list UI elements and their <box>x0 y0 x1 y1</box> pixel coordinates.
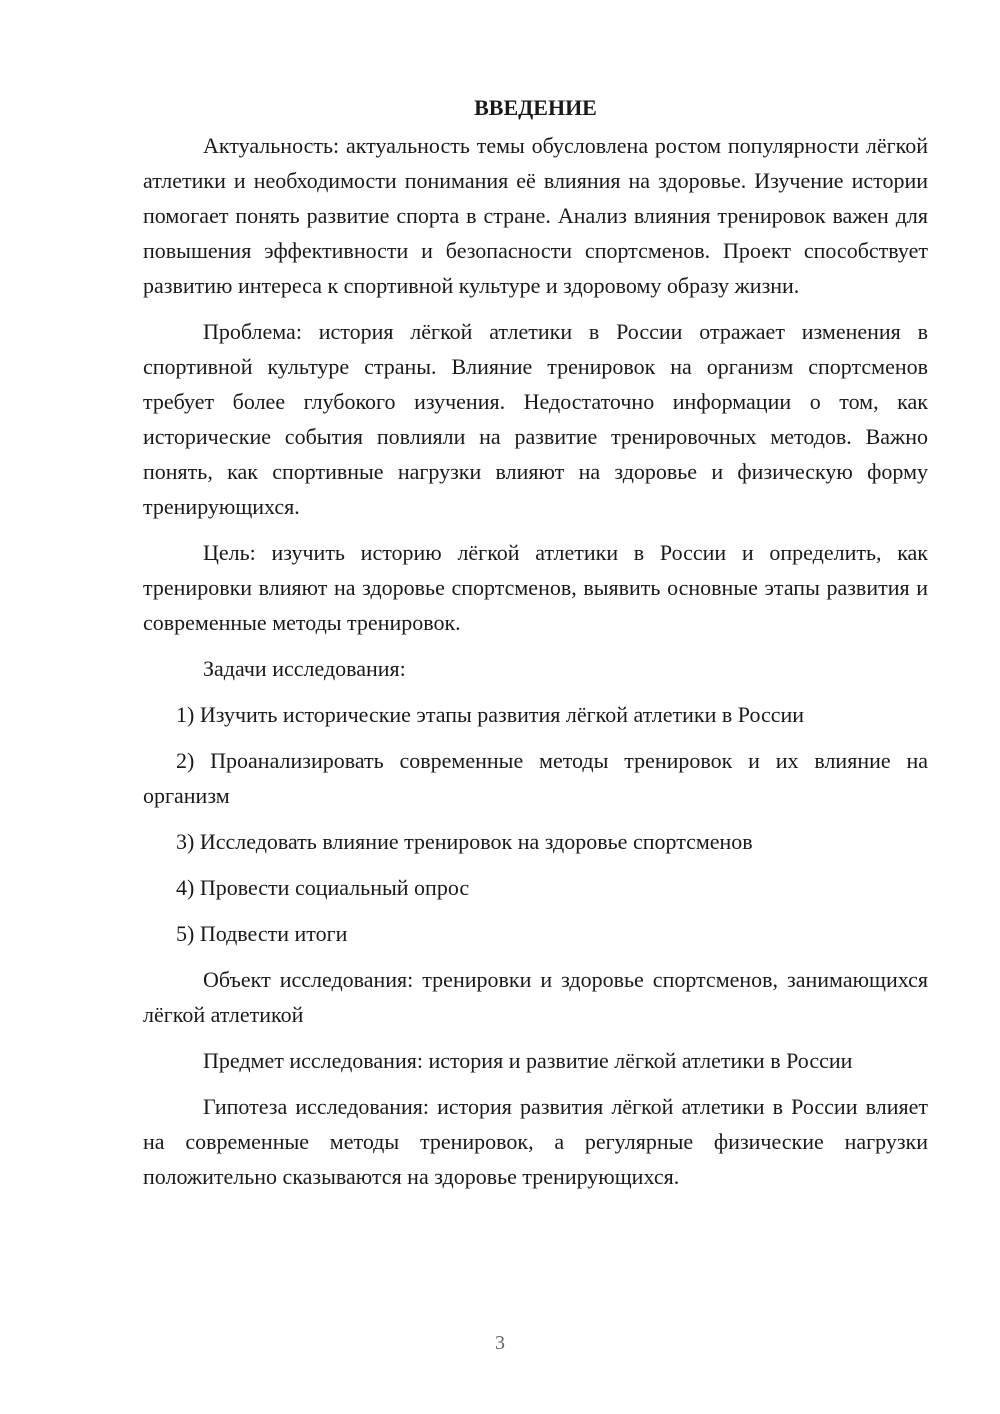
paragraph-goal: Цель: изучить историю лёгкой атлетики в России и определить, как тренировки влияют на здоровье спортсменов, выявить основные этапы развития и современные методы тренировок. <box>143 540 928 635</box>
task-item: 2) Проанализировать современные методы тренировок и их влияние на организм <box>143 748 928 808</box>
task-item: 1) Изучить исторические этапы развития лёгкой атлетики в России <box>176 702 805 727</box>
page-number: 3 <box>495 1332 505 1354</box>
task-item: 3) Исследовать влияние тренировок на здоровье спортсменов <box>176 829 753 854</box>
paragraph-object: Объект исследования: тренировки и здоровье спортсменов, занимающихся лёгкой атлетикой <box>143 967 928 1027</box>
task-item: 4) Провести социальный опрос <box>176 875 470 900</box>
tasks-heading: Задачи исследования: <box>203 656 406 681</box>
page-title: ВВЕДЕНИЕ <box>474 95 597 120</box>
paragraph-relevance: Актуальность: актуальность темы обусловлена ростом популярности лёгкой атлетики и необходимости понимания её влияния на здоровье. Изучение истории помогает понять развитие спорта в стране. Анализ влияния тренировок важен для повышения эффективности и безопасности спортсменов. Проект способствует развитию интереса к спортивной культуре и здоровому образу жизни. <box>143 133 928 298</box>
paragraph-hypothesis: Гипотеза исследования: история развития лёгкой атлетики в России влияет на современные методы тренировок, а регулярные физические нагрузки положительно сказываются на здоровье тренирующихся. <box>143 1094 928 1189</box>
paragraph-problem: Проблема: история лёгкой атлетики в России отражает изменения в спортивной культуре страны. Влияние тренировок на организм спортсменов требует более глубокого изучения. Недостаточно информации о том, как исторические события повлияли на развитие тренировочных методов. Важно понять, как спортивные нагрузки влияют на здоровье и физическую форму тренирующихся. <box>143 319 928 519</box>
document-page <box>143 88 928 1205</box>
task-item: 5) Подвести итоги <box>176 921 348 946</box>
paragraph-subject: Предмет исследования: история и развитие лёгкой атлетики в России <box>203 1048 853 1073</box>
